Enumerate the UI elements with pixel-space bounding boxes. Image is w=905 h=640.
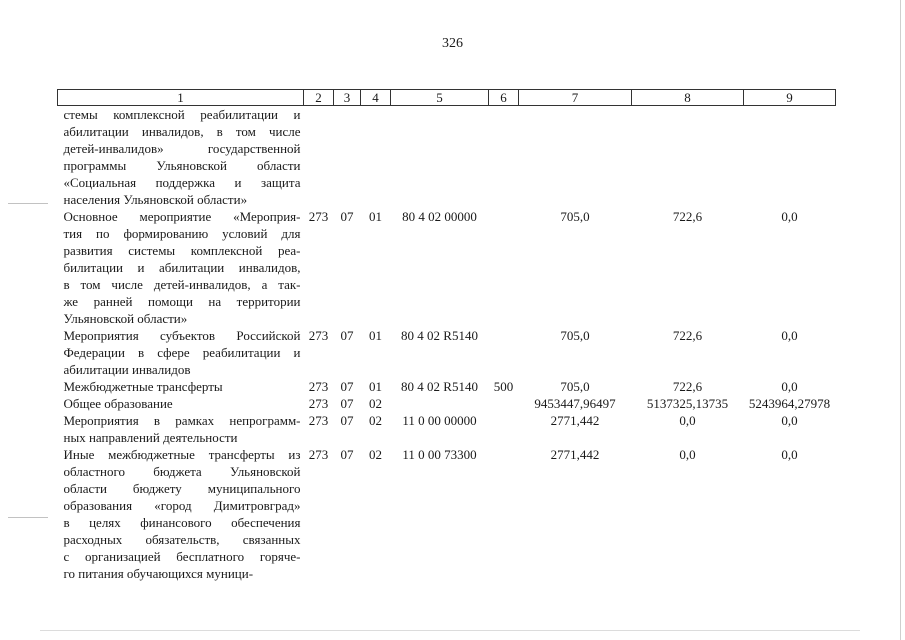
table-body xyxy=(58,106,836,583)
row-cell-c8: 0,0 xyxy=(679,447,696,462)
row-cell-c7: 705,0 xyxy=(560,328,590,343)
row-name-cell xyxy=(58,106,304,209)
row-name-line: го питания обучающихся муници- xyxy=(63,566,254,581)
row-cell-c2: 273 xyxy=(308,328,329,343)
table-row xyxy=(58,446,836,582)
row-cell-c4: 02 xyxy=(369,396,382,411)
table-row xyxy=(58,208,836,327)
row-cell-c6 xyxy=(489,412,519,446)
row-cell-c5: 11 0 00 00000 xyxy=(402,413,477,428)
page-edge xyxy=(900,0,901,640)
row-cell-c9: 0,0 xyxy=(781,447,798,462)
row-cell-c3: 07 xyxy=(340,396,354,411)
row-name-line: расходных обязательств, связанных xyxy=(63,532,301,547)
row-name-cell xyxy=(58,208,304,327)
row-name-cell xyxy=(58,395,304,412)
header-col-1: 1 xyxy=(58,90,304,106)
row-name-cell xyxy=(58,412,304,446)
header-col-5: 5 xyxy=(391,90,489,106)
row-name-line: программы Ульяновской области xyxy=(63,158,301,173)
row-cell-c6: 500 xyxy=(493,379,514,394)
header-col-8: 8 xyxy=(632,90,744,106)
row-cell-c8: 0,0 xyxy=(679,413,696,428)
row-cell-c7 xyxy=(519,106,632,209)
row-cell-c4 xyxy=(361,106,391,209)
page-number: 326 xyxy=(442,36,463,51)
row-cell-c2: 273 xyxy=(308,379,329,394)
row-name-line: Мероприятия в рамках непрограмм- xyxy=(63,413,301,428)
header-col-3: 3 xyxy=(334,90,361,106)
row-name-line: тия по формированию условий для xyxy=(63,226,301,241)
row-cell-c5 xyxy=(391,395,489,412)
row-name-line: билитации и абилитации инвалидов, xyxy=(63,260,301,275)
header-col-9: 9 xyxy=(744,90,836,106)
row-name-line: «Социальная поддержка и защита xyxy=(63,175,301,190)
row-cell-c3: 07 xyxy=(340,379,354,394)
row-name-line: же ранней помощи на территории xyxy=(63,294,301,309)
row-name-line: Ульяновской области» xyxy=(63,311,188,326)
row-cell-c2 xyxy=(304,106,334,209)
row-cell-c3: 07 xyxy=(340,209,354,224)
row-cell-c2: 273 xyxy=(308,396,329,411)
row-name-line: Межбюджетные трансферты xyxy=(63,379,223,394)
row-cell-c5: 80 4 02 R5140 xyxy=(401,328,478,343)
row-cell-c4: 02 xyxy=(369,413,382,428)
row-name-line: стемы комплексной реабилитации и xyxy=(63,107,301,122)
scan-artifact xyxy=(40,630,860,631)
row-cell-c6 xyxy=(489,208,519,327)
header-col-6: 6 xyxy=(489,90,519,106)
scan-artifact xyxy=(8,517,48,518)
row-cell-c6 xyxy=(489,106,519,209)
row-cell-c7: 705,0 xyxy=(560,379,590,394)
row-name-line: образования «город Димитровград» xyxy=(63,498,301,513)
header-col-2: 2 xyxy=(304,90,334,106)
row-cell-c9: 0,0 xyxy=(781,379,798,394)
row-cell-c3: 07 xyxy=(340,447,354,462)
row-cell-c5: 80 4 02 00000 xyxy=(402,209,477,224)
row-name-line: в том числе детей-инвалидов, а так- xyxy=(63,277,301,292)
table-row xyxy=(58,378,836,395)
row-cell-c2: 273 xyxy=(308,447,329,462)
row-name-line: абилитации инвалидов, в том числе xyxy=(63,124,301,139)
table-row xyxy=(58,106,836,209)
row-name-line: области бюджету муниципального xyxy=(63,481,301,496)
row-name-line: Основное мероприятие «Мероприя- xyxy=(63,209,301,224)
header-col-7: 7 xyxy=(519,90,632,106)
row-name-line: с организацией бесплатного горяче- xyxy=(63,549,301,564)
row-cell-c4: 02 xyxy=(369,447,382,462)
row-cell-c7: 2771,442 xyxy=(550,413,600,428)
row-name-line: детей-инвалидов» государственной xyxy=(63,141,301,156)
row-cell-c9: 0,0 xyxy=(781,413,798,428)
row-name-line: Мероприятия субъектов Российской xyxy=(63,328,301,343)
row-name-cell xyxy=(58,378,304,395)
row-name-line: Федерации в сфере реабилитации и xyxy=(63,345,301,360)
row-name-line: Общее образование xyxy=(63,396,173,411)
row-cell-c3 xyxy=(334,106,361,209)
row-name-line: областного бюджета Ульяновской xyxy=(63,464,301,479)
table-row xyxy=(58,395,836,412)
row-name-line: населения Ульяновской области» xyxy=(63,192,248,207)
row-cell-c7: 705,0 xyxy=(560,209,590,224)
row-cell-c5 xyxy=(391,106,489,209)
row-cell-c8: 722,6 xyxy=(672,379,703,394)
row-name-cell xyxy=(58,327,304,378)
row-cell-c8: 722,6 xyxy=(672,209,703,224)
row-cell-c5: 80 4 02 R5140 xyxy=(401,379,478,394)
table-header-row xyxy=(58,90,836,106)
row-cell-c9: 0,0 xyxy=(781,328,798,343)
row-name-cell xyxy=(58,446,304,582)
row-cell-c7: 9453447,96497 xyxy=(534,396,616,411)
row-cell-c5: 11 0 00 73300 xyxy=(402,447,477,462)
row-cell-c6 xyxy=(489,446,519,582)
table-row xyxy=(58,327,836,378)
row-cell-c2: 273 xyxy=(308,209,329,224)
row-cell-c4: 01 xyxy=(369,379,382,394)
row-cell-c3: 07 xyxy=(340,413,354,428)
row-cell-c8: 5137325,13735 xyxy=(646,396,729,411)
row-name-line: Иные межбюджетные трансферты из xyxy=(63,447,301,462)
row-cell-c6 xyxy=(489,327,519,378)
scan-artifact xyxy=(8,203,48,204)
row-cell-c2: 273 xyxy=(308,413,329,428)
row-cell-c6 xyxy=(489,395,519,412)
row-name-line: абилитации инвалидов xyxy=(63,362,191,377)
row-cell-c9: 5243964,27978 xyxy=(748,396,831,411)
row-cell-c7: 2771,442 xyxy=(550,447,600,462)
budget-table xyxy=(57,89,836,582)
row-name-line: в целях финансового обеспечения xyxy=(63,515,301,530)
row-cell-c9: 0,0 xyxy=(781,209,798,224)
header-col-4: 4 xyxy=(361,90,391,106)
row-cell-c4: 01 xyxy=(369,209,382,224)
table-row xyxy=(58,412,836,446)
row-name-line: ных направлений деятельности xyxy=(63,430,238,445)
row-cell-c8 xyxy=(632,106,744,209)
row-cell-c4: 01 xyxy=(369,328,382,343)
row-cell-c9 xyxy=(744,106,836,209)
row-cell-c3: 07 xyxy=(340,328,354,343)
row-name-line: развития системы комплексной реа- xyxy=(63,243,301,258)
row-cell-c8: 722,6 xyxy=(672,328,703,343)
